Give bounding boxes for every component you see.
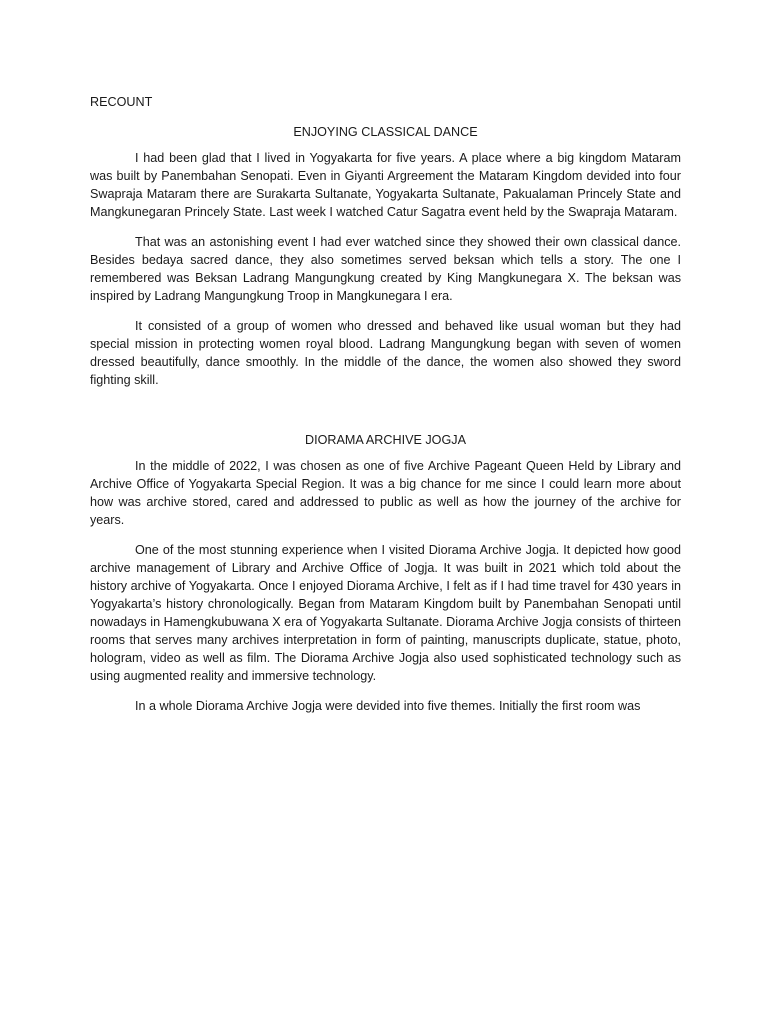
section-title: DIORAMA ARCHIVE JOGJA [305,433,466,447]
paragraph: That was an astonishing event I had ever watched since they showed their own classical dance. Besides bedaya sacred dance, they also sometimes served beksan which tells a story. The one I remembered was Beksan Ladrang Mangungkung created by King Mangkunegara X. The beksan was inspired by Ladrang Mangungkung Troop in Mangkunegara I era. [90,235,681,303]
paragraph: In a whole Diorama Archive Jogja were devided into five themes. Initially the first room was [135,699,641,713]
section-spacer [90,401,681,431]
paragraph: In the middle of 2022, I was chosen as one of five Archive Pageant Queen Held by Library and Archive Office of Yogyakarta Special Region. It was a big chance for me since I could learn more about how was archive stored, cared and addressed to public as well as how the journey of the archive for years. [90,459,681,527]
section-title: ENJOYING CLASSICAL DANCE [293,125,478,139]
paragraph: One of the most stunning experience when I visited Diorama Archive Jogja. It depicted how good archive management of Library and Archive Office of Jogja. It was built in 2021 which told about the history archive of Yogyakarta. Once I enjoyed Diorama Archive, I felt as if I had time travel for 430 years in Yogyakarta’s history chronologically. Began from Mataram Kingdom built by Panembahan Senopati until nowadays in Hamengkubuwana X era of Yogyakarta Sultanate. Diorama Archive Jogja consists of thirteen rooms that serves many archives interpretation in form of painting, manuscripts duplicate, statue, photo, hologram, video as well as film. The Diorama Archive Jogja also used sophisticated technology such as using augmented reality and immersive technology. [90,543,681,683]
text-type-label: RECOUNT [90,95,153,109]
document-body [90,93,681,727]
section-diorama-archive-jogja [90,431,681,715]
paragraph: I had been glad that I lived in Yogyakarta for five years. A place where a big kingdom Mataram was built by Panembahan Senopati. Even in Giyanti Argreement the Mataram Kingdom devided into four Swapraja Mataram there are Surakarta Sultanate, Yogyakarta Sultanate, Pakualaman Princely State and Mangkunegaran Princely State. Last week I watched Catur Sagatra event held by the Swapraja Mataram. [90,151,681,219]
paragraph: It consisted of a group of women who dressed and behaved like usual woman but they had special mission in protecting women royal blood. Ladrang Mangungkung began with seven of women dressed beautifully, dance smoothly. In the middle of the dance, the women also showed they sword fighting skill. [90,319,681,387]
section-enjoying-classical-dance [90,123,681,389]
